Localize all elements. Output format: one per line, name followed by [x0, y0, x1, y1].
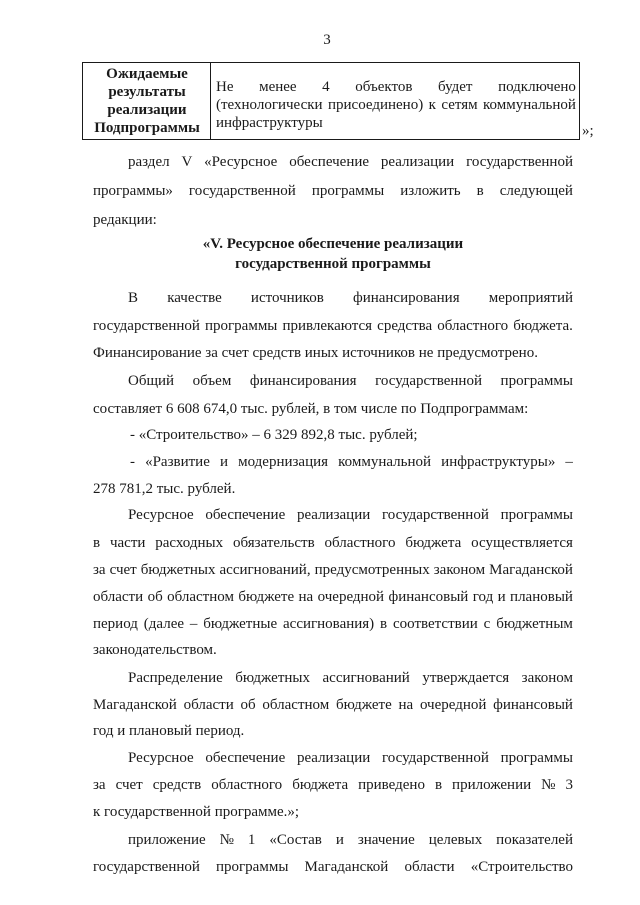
word: законом — [433, 562, 486, 578]
word: программы» — [93, 183, 173, 199]
word: – — [565, 454, 573, 470]
word: изложить — [400, 183, 461, 199]
word: государственной — [93, 318, 200, 334]
word: источников — [250, 290, 324, 306]
regional-budget-line: к государственной программе.»; — [93, 804, 300, 820]
word: № — [541, 777, 556, 793]
word: осуществляется — [471, 535, 573, 551]
results-label-line: Ожидаемые — [106, 66, 188, 82]
word: за — [93, 777, 106, 793]
results-value-line — [216, 96, 576, 114]
word: качестве — [167, 290, 222, 306]
word: ассигнований — [322, 670, 410, 686]
word: областном — [262, 697, 330, 713]
word: средств — [152, 777, 202, 793]
word: мероприятий — [488, 290, 573, 306]
word: бюджетных — [235, 670, 310, 686]
word: раздел — [128, 154, 170, 170]
regional-budget-line — [128, 749, 573, 767]
word: на — [398, 697, 414, 713]
word: ассигнования) — [283, 616, 375, 632]
word: объем — [192, 373, 232, 389]
word: целевых — [428, 832, 483, 848]
word: области — [404, 859, 455, 875]
word: Ресурсное — [128, 507, 194, 523]
word: областного — [324, 535, 396, 551]
word: программы — [500, 507, 573, 523]
word: значение — [357, 832, 415, 848]
financing-sources-line — [93, 317, 573, 335]
word: модернизация — [238, 454, 329, 470]
word: реализации — [380, 154, 455, 170]
word: части — [109, 535, 146, 551]
word: 3 — [565, 777, 573, 793]
financing-sources-line — [128, 289, 573, 307]
word: очередной — [317, 589, 385, 605]
section-heading-line: государственной программы — [235, 256, 431, 272]
results-value-line — [216, 78, 576, 96]
total-volume-line — [128, 372, 573, 390]
word: сетям — [441, 97, 478, 113]
word: бюджетным — [496, 616, 573, 632]
word: бюджетные — [203, 616, 278, 632]
appendix-1-line — [93, 858, 573, 876]
table-closing-quote: »; — [582, 123, 594, 139]
word: законом — [521, 670, 573, 686]
word: в — [93, 535, 101, 551]
subprogram-list-item — [130, 453, 573, 471]
word: очередной — [419, 697, 487, 713]
word: приложение — [128, 832, 206, 848]
word: государственной — [188, 183, 296, 199]
word: областном — [167, 589, 234, 605]
appendix-1-line — [128, 831, 573, 849]
word: и — [497, 589, 506, 605]
word: «Ресурсное — [204, 154, 278, 170]
word: средства — [377, 318, 433, 334]
word: бюджета — [292, 777, 349, 793]
results-value-line: инфраструктуры — [216, 115, 323, 131]
financing-sources-line: Финансирование за счет средств иных источников не предусмотрено. — [93, 345, 538, 361]
word: приведено — [358, 777, 425, 793]
word: «Состав — [269, 832, 322, 848]
word: привлекаются — [282, 318, 373, 334]
total-volume-line: составляет 6 608 674,0 тыс. рублей, в том числе по Подпрограммам: — [93, 401, 529, 417]
word: предусмотренных — [314, 562, 430, 578]
word: «Развитие — [145, 454, 210, 470]
results-label-line: Подпрограммы — [94, 120, 200, 136]
word: государственной — [381, 507, 489, 523]
word: с — [483, 616, 491, 632]
word: программы — [311, 183, 385, 199]
word: бюджете — [336, 697, 392, 713]
word: программы — [500, 750, 573, 766]
word: государственной — [375, 373, 482, 389]
resource-provision-line — [128, 506, 573, 524]
word: области — [93, 589, 144, 605]
word: Общий — [128, 373, 175, 389]
section-intro-line: редакции: — [93, 212, 157, 228]
word: 4 — [322, 79, 330, 95]
word: государственной — [93, 859, 200, 875]
word: Магаданской — [304, 859, 389, 875]
word: В — [128, 290, 139, 306]
word: в — [434, 777, 443, 793]
resource-provision-line — [93, 615, 573, 633]
word: Магаданской — [489, 562, 573, 578]
regional-budget-line — [93, 776, 573, 794]
word: Магаданской — [93, 697, 177, 713]
word: «Строительство — [470, 859, 573, 875]
table-divider — [210, 62, 211, 140]
word: бюджетных — [140, 562, 216, 578]
word: на — [298, 589, 314, 605]
word: коммунальной — [338, 454, 432, 470]
word: обязательств — [232, 535, 315, 551]
word: Ресурсное — [128, 750, 194, 766]
word: (технологически — [216, 97, 323, 113]
word: следующей — [499, 183, 573, 199]
word: объектов — [355, 79, 413, 95]
resource-provision-line — [93, 561, 573, 579]
word: обеспечение — [289, 154, 370, 170]
word: счет — [115, 777, 143, 793]
word: в — [380, 616, 388, 632]
word: за — [93, 562, 106, 578]
word: плановый — [510, 589, 573, 605]
subprogram-list-item: 278 781,2 тыс. рублей. — [93, 481, 236, 497]
word: государственной — [466, 154, 573, 170]
word: в — [476, 183, 484, 199]
page-number: 3 — [323, 32, 331, 48]
word: финансовый — [493, 697, 573, 713]
word: присоединено) — [327, 97, 424, 113]
word: финансовый — [388, 589, 469, 605]
word: бюджета. — [513, 318, 573, 334]
word: расходных — [155, 535, 224, 551]
word: реализации — [296, 507, 371, 523]
word: финансирования — [352, 290, 460, 306]
resource-provision-line — [93, 588, 573, 606]
subprogram-list-item: - «Строительство» – 6 329 892,8 тыс. рублей; — [130, 427, 418, 443]
word: программы — [216, 859, 289, 875]
word: коммунальной — [483, 97, 576, 113]
word: бюджета — [405, 535, 462, 551]
word: счет — [109, 562, 137, 578]
word: утверждается — [422, 670, 510, 686]
results-label-line: реализации — [107, 102, 187, 118]
word: менее — [259, 79, 297, 95]
word: области — [183, 697, 234, 713]
word: соответствии — [393, 616, 478, 632]
word: программы — [204, 318, 278, 334]
section-intro-line — [128, 153, 573, 171]
word: Распределение — [128, 670, 223, 686]
resource-provision-line — [93, 534, 573, 552]
allocation-line — [128, 669, 573, 687]
word: – — [189, 616, 198, 632]
word: 1 — [247, 832, 256, 848]
word: (далее — [143, 616, 185, 632]
word: № — [219, 832, 234, 848]
word: государственной — [381, 750, 489, 766]
results-label-line: результаты — [108, 84, 186, 100]
word: финансирования — [249, 373, 357, 389]
resource-provision-line: законодательством. — [93, 642, 217, 658]
word: об — [240, 697, 256, 713]
word: бюджете — [238, 589, 295, 605]
word: будет — [438, 79, 473, 95]
word: областного — [437, 318, 509, 334]
allocation-line — [93, 696, 573, 714]
word: V — [181, 154, 193, 170]
word: об — [147, 589, 163, 605]
word: реализации — [296, 750, 371, 766]
word: к — [428, 97, 436, 113]
word: Не — [216, 79, 234, 95]
word: - — [130, 454, 135, 470]
word: приложении — [452, 777, 532, 793]
word: год — [472, 589, 494, 605]
word: период — [93, 616, 138, 632]
allocation-line: год и плановый период. — [93, 723, 245, 739]
section-intro-line — [93, 182, 573, 200]
word: обеспечение — [205, 507, 286, 523]
word: и — [335, 832, 344, 848]
word: ассигнований, — [219, 562, 311, 578]
word: программы — [500, 373, 573, 389]
word: областного — [211, 777, 283, 793]
word: показателей — [496, 832, 573, 848]
word: и — [219, 454, 228, 470]
word: подключено — [498, 79, 576, 95]
word: инфраструктуры» — [441, 454, 556, 470]
section-heading-line: «V. Ресурсное обеспечение реализации — [202, 236, 464, 252]
word: обеспечение — [205, 750, 286, 766]
